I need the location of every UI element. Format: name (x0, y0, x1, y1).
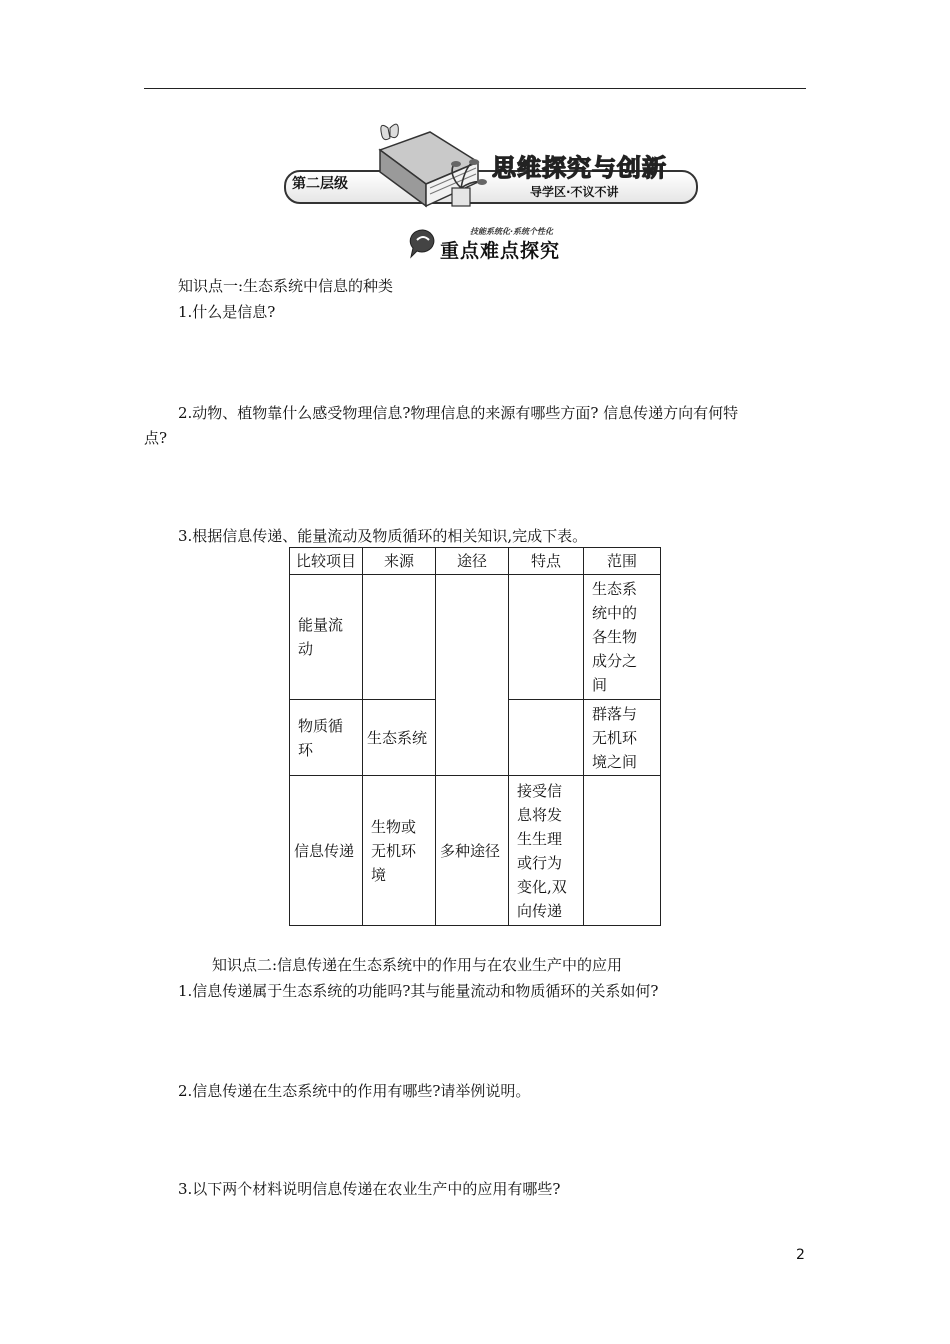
knowledge1-q3: 3.根据信息传递、能量流动及物质循环的相关知识,完成下表。 (178, 527, 588, 545)
table-header-row (290, 548, 661, 575)
knowledge1-q2-line2: 点? (144, 429, 168, 447)
speech-bubble-icon (408, 226, 438, 260)
table-cell (363, 700, 436, 776)
cell-line: 无机环 (371, 841, 417, 860)
knowledge2-heading: 知识点二:信息传递在生态系统中的作用与在农业生产中的应用 (212, 956, 623, 974)
knowledge2-q3: 3.以下两个材料说明信息传递在农业生产中的应用有哪些? (178, 1180, 561, 1198)
cell-line: 无机环 (592, 728, 638, 747)
header-rule (144, 88, 806, 89)
table-row (290, 575, 661, 700)
table-cell (509, 575, 584, 700)
table-cell (509, 700, 584, 776)
cell-line: 生生理 (517, 829, 563, 848)
table-cell (363, 776, 436, 926)
cell-line: 群落与 (592, 704, 638, 723)
cell-line: 各生物 (592, 628, 638, 646)
table-cell (290, 575, 363, 700)
cell-line: 境之间 (592, 752, 638, 771)
table-cell (290, 776, 363, 926)
table-cell (363, 575, 436, 700)
section-tagline: 技能系统化·系统个性化 (470, 227, 554, 236)
cell-line: 动 (298, 640, 314, 658)
cell-line: 息将发 (517, 805, 563, 824)
layer-label: 第二层级 (292, 176, 348, 192)
table-cell (584, 776, 661, 926)
cell-line: 间 (592, 676, 608, 694)
cell-line: 变化,双 (517, 877, 567, 896)
cell-line: 信息传递 (294, 841, 355, 860)
knowledge1-q2-line1: 2.动物、植物靠什么感受物理信息?物理信息的来源有哪些方面? 信息传递方向有何特 (178, 404, 739, 422)
table-cell (290, 700, 363, 776)
table-header-cell: 途径 (436, 548, 509, 575)
cell-line: 向传递 (517, 901, 563, 920)
table-row (290, 776, 661, 926)
table-cell (436, 776, 509, 926)
comparison-table (289, 547, 661, 926)
cell-line: 境 (371, 865, 387, 884)
cell-line: 或行为 (517, 853, 563, 872)
cell-line: 生态系 (592, 580, 638, 598)
knowledge1-q1: 1.什么是信息? (178, 303, 276, 321)
cell-line: 物质循 (298, 716, 344, 735)
cell-line: 环 (298, 740, 314, 759)
banner-subtitle: 导学区·不议不讲 (530, 185, 619, 199)
cell-line: 统中的 (592, 604, 638, 622)
cell-line: 生物或 (371, 817, 417, 836)
section-title: 重点难点探究 (440, 240, 561, 262)
knowledge1-heading: 知识点一:生态系统中信息的种类 (178, 277, 394, 295)
cell-line: 多种途径 (440, 841, 501, 860)
table-cell (509, 776, 584, 926)
knowledge2-q2: 2.信息传递在生态系统中的作用有哪些?请举例说明。 (178, 1082, 531, 1100)
cell-line: 成分之 (592, 652, 638, 670)
table-header-cell: 比较项目 (290, 548, 363, 575)
book-plant-icon (360, 122, 500, 214)
table-header-cell: 特点 (509, 548, 584, 575)
page-number: 2 (796, 1247, 805, 1263)
cell-line: 能量流 (298, 616, 344, 634)
knowledge2-q1: 1.信息传递属于生态系统的功能吗?其与能量流动和物质循环的关系如何? (178, 982, 659, 1000)
cell-line: 生态系统 (367, 728, 428, 747)
table-header-cell: 范围 (584, 548, 661, 575)
table-cell (436, 575, 509, 776)
banner-title: 思维探究与创新 (492, 154, 667, 182)
table-cell (584, 700, 661, 776)
table-header-cell: 来源 (363, 548, 436, 575)
table-cell (584, 575, 661, 700)
cell-line: 接受信 (517, 781, 563, 800)
